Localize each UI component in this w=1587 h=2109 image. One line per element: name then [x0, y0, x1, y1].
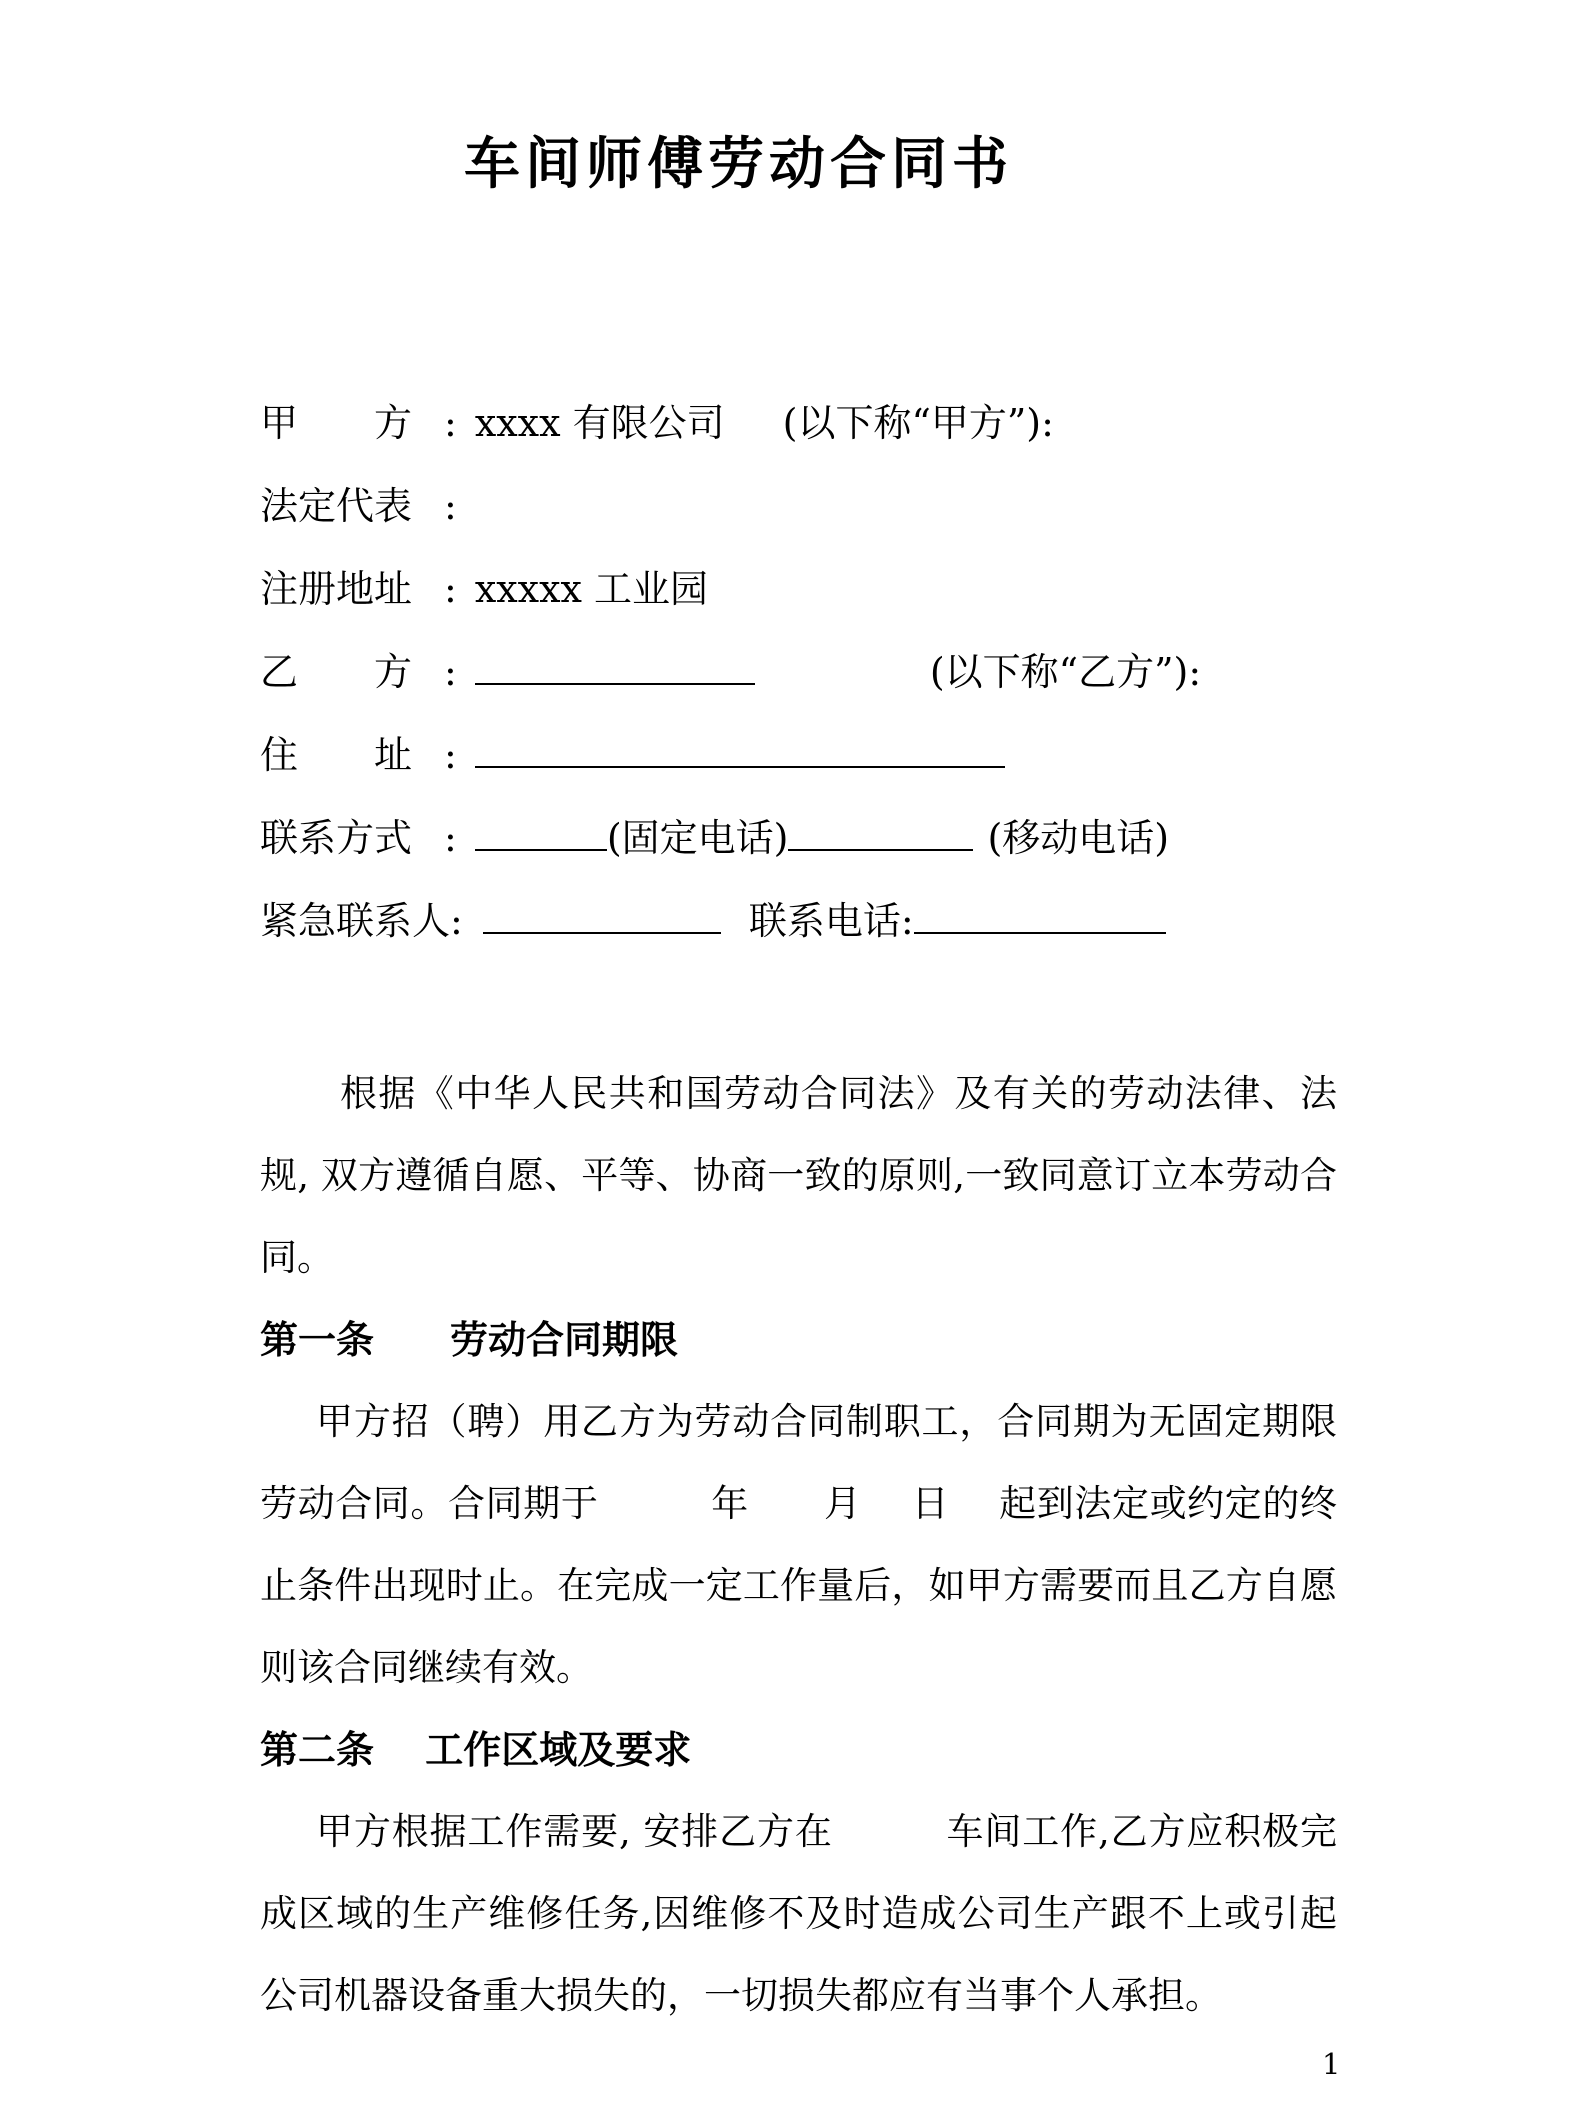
legal-rep-colon: :	[444, 484, 457, 528]
preamble-paragraph: 根据《中华人民共和国劳动合同法》及有关的劳动法律、法规, 双方遵循自愿、平等、协商一致的原则,一致同意订立本劳动合同。	[260, 1072, 1337, 1279]
emergency-phone-label: 联系电话:	[748, 899, 914, 943]
party-b-name-blank	[475, 677, 755, 685]
mobile-phone-label: (移动电话)	[987, 816, 1170, 860]
article1-heading: 第一条 劳动合同期限	[260, 1317, 679, 1362]
document-title: 车间师傅劳动合同书	[464, 131, 1013, 197]
registered-address-value: xxxxx 工业园	[474, 567, 709, 611]
emergency-name-blank	[483, 926, 721, 934]
emergency-contact-row	[260, 880, 1337, 963]
party-b-label: 乙方	[260, 650, 412, 694]
page-number: 1	[1322, 2047, 1341, 2081]
legal-rep-row	[260, 465, 1337, 548]
emergency-phone-blank	[914, 926, 1166, 934]
fixed-phone-blank	[475, 843, 607, 851]
party-a-row	[260, 382, 1337, 465]
article1-paragraph: 甲方招（聘）用乙方为劳动合同制职工，合同期为无固定期限劳动合同。合同期于 年 月 日 起到法定或约定的终止条件出现时止。在完成一定工作量后，如甲方需要而且乙方自愿则该合同继续有效。	[260, 1400, 1337, 1689]
legal-rep-label: 法定代表	[260, 484, 413, 528]
address-row	[260, 714, 1337, 797]
party-b-row	[260, 631, 1337, 714]
address-blank	[475, 760, 1005, 768]
party-a-label: 甲方	[260, 401, 412, 445]
contact-row	[260, 797, 1337, 880]
fixed-phone-label: (固定电话)	[606, 816, 789, 860]
emergency-contact-label: 紧急联系人:	[260, 899, 463, 943]
registered-address-label: 注册地址	[260, 567, 413, 611]
article2-heading: 第二条 工作区域及要求	[260, 1727, 692, 1772]
contact-colon: :	[444, 816, 457, 860]
party-a-colon: :	[444, 401, 457, 445]
contact-label: 联系方式	[260, 816, 413, 860]
party-a-value: xxxx 有限公司	[474, 401, 725, 445]
party-b-alias: (以下称“乙方”):	[929, 650, 1202, 694]
address-label: 住址	[260, 733, 412, 777]
party-a-alias: (以下称“甲方”):	[782, 401, 1054, 445]
registered-address-row	[260, 548, 1337, 631]
mobile-phone-blank	[788, 843, 973, 851]
address-colon: :	[444, 733, 457, 777]
article2-paragraph: 甲方根据工作需要, 安排乙方在 车间工作,乙方应积极完成区域的生产维修任务,因维修不及时造成公司生产跟不上或引起公司机器设备重大损失的，一切损失都应有当事个人承担。	[260, 1810, 1337, 2017]
registered-address-colon: :	[444, 567, 457, 611]
party-info-block	[260, 382, 1337, 963]
party-b-colon: :	[444, 650, 457, 694]
